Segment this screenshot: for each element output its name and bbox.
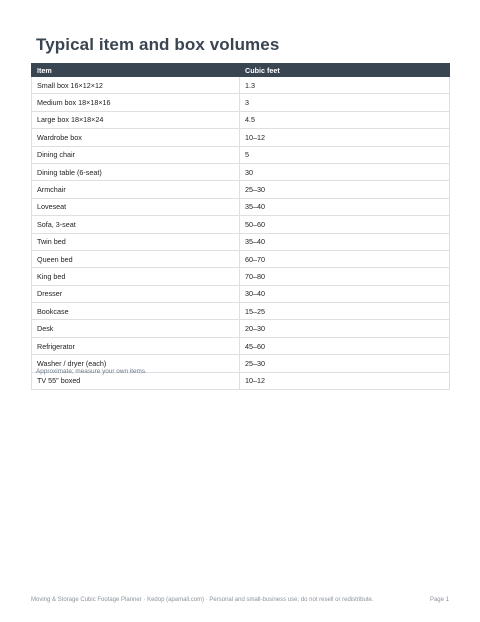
- table-row: [32, 163, 450, 180]
- cubic-feet-cell: 4.5: [240, 111, 450, 128]
- cubic-feet-cell: 70–80: [240, 268, 450, 285]
- table-row: [32, 129, 450, 146]
- table-row: [32, 303, 450, 320]
- item-cell: Medium box 18×18×16: [32, 94, 240, 111]
- cubic-feet-cell: 60–70: [240, 250, 450, 267]
- table-row: [32, 77, 450, 94]
- table-row: [32, 320, 450, 337]
- cubic-feet-cell: 3: [240, 94, 450, 111]
- item-cell: Armchair: [32, 181, 240, 198]
- item-cell: Large box 18×18×24: [32, 111, 240, 128]
- cubic-feet-cell: 15–25: [240, 303, 450, 320]
- item-cell: TV 55" boxed: [32, 372, 240, 389]
- cubic-feet-cell: 10–12: [240, 129, 450, 146]
- table-row: [32, 250, 450, 267]
- table-row: [32, 111, 450, 128]
- item-cell: Refrigerator: [32, 337, 240, 354]
- table-row: [32, 268, 450, 285]
- cubic-feet-cell: 25–30: [240, 355, 450, 372]
- page-title: Typical item and box volumes: [36, 35, 280, 54]
- cubic-feet-cell: 25–30: [240, 181, 450, 198]
- item-cell: Queen bed: [32, 250, 240, 267]
- cubic-feet-cell: 30: [240, 163, 450, 180]
- item-cell: Sofa, 3-seat: [32, 216, 240, 233]
- table-row: [32, 216, 450, 233]
- table-header-row: [32, 64, 450, 77]
- volume-table: [31, 63, 450, 390]
- table-row: [32, 181, 450, 198]
- column-header-item: Item: [32, 64, 240, 77]
- item-cell: King bed: [32, 268, 240, 285]
- page-number: Page 1: [429, 597, 449, 603]
- cubic-feet-cell: 20–30: [240, 320, 450, 337]
- table-body: [32, 77, 450, 390]
- item-cell: Desk: [32, 320, 240, 337]
- item-cell: Bookcase: [32, 303, 240, 320]
- cubic-feet-cell: 45–60: [240, 337, 450, 354]
- approximation-note: Approximate; measure your own items.: [36, 368, 147, 375]
- cubic-feet-cell: 50–60: [240, 216, 450, 233]
- item-cell: Dresser: [32, 285, 240, 302]
- item-cell: Wardrobe box: [32, 129, 240, 146]
- cubic-feet-cell: 35–40: [240, 233, 450, 250]
- page-footer: [31, 597, 449, 603]
- cubic-feet-cell: 35–40: [240, 198, 450, 215]
- table-row: [32, 146, 450, 163]
- item-cell: Washer / dryer (each): [32, 355, 240, 372]
- item-cell: Dining table (6-seat): [32, 163, 240, 180]
- cubic-feet-cell: 10–12: [240, 372, 450, 389]
- column-header-cubic-feet: Cubic feet: [240, 64, 450, 77]
- cubic-feet-cell: 5: [240, 146, 450, 163]
- footer-text: Moving & Storage Cubic Footage Planner · Kedop (apamall.com) · Personal and small-business use; do not resell or redistribute.: [31, 597, 374, 603]
- cubic-feet-cell: 1.3: [240, 77, 450, 94]
- table-row: [32, 285, 450, 302]
- table-row: [32, 94, 450, 111]
- item-cell: Loveseat: [32, 198, 240, 215]
- table-row: [32, 233, 450, 250]
- item-cell: Small box 16×12×12: [32, 77, 240, 94]
- item-cell: Dining chair: [32, 146, 240, 163]
- table-row: [32, 337, 450, 354]
- cubic-feet-cell: 30–40: [240, 285, 450, 302]
- table-row: [32, 198, 450, 215]
- item-cell: Twin bed: [32, 233, 240, 250]
